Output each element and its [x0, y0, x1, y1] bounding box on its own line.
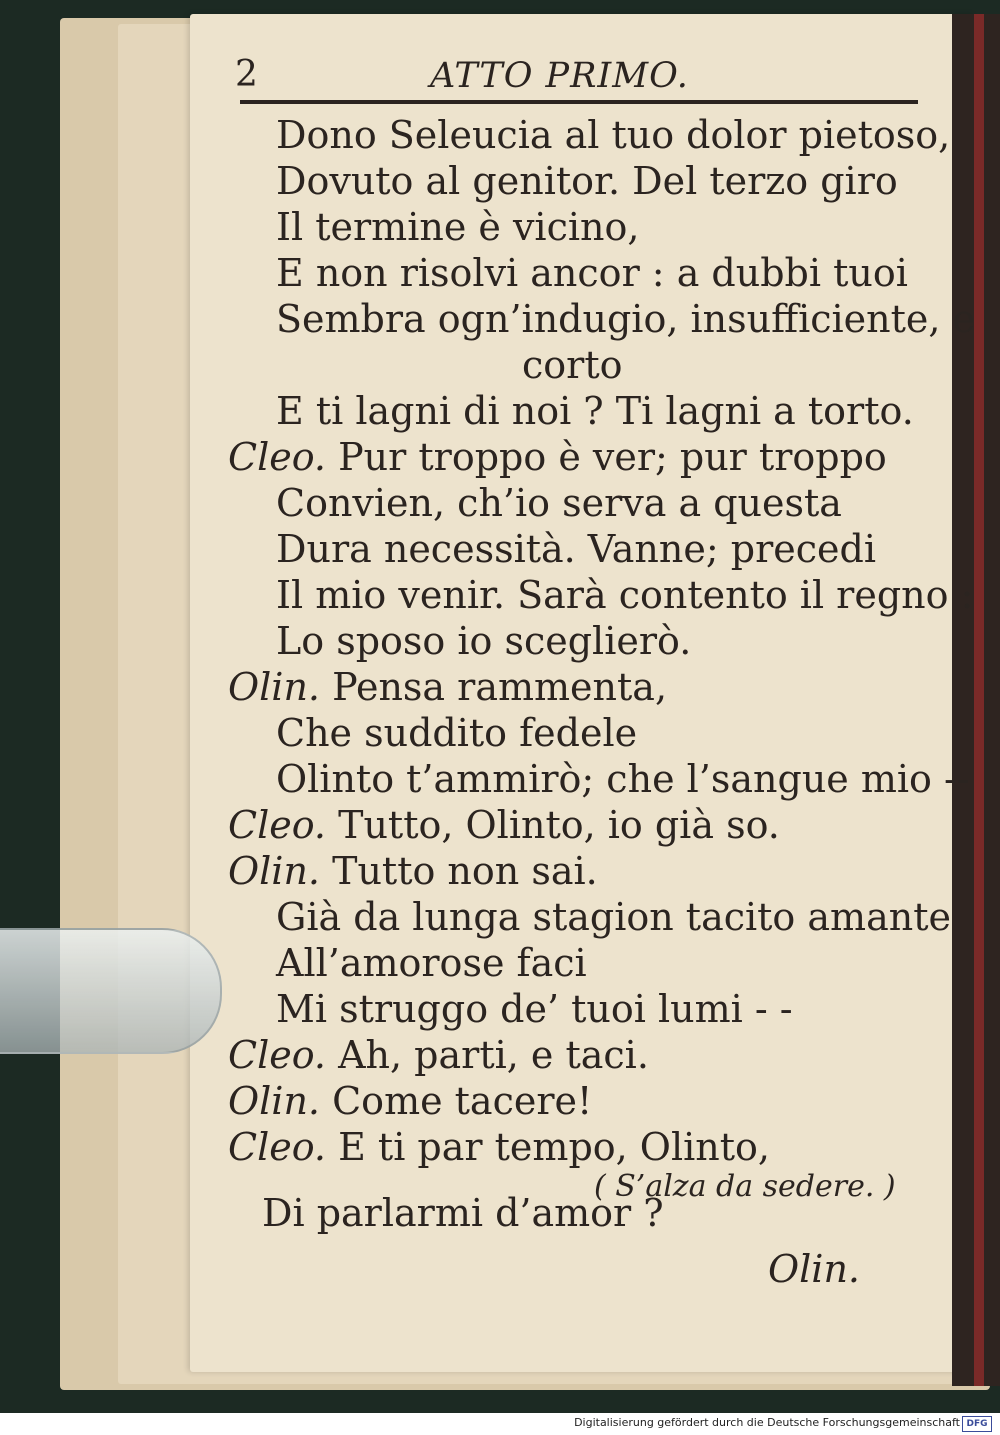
text-line [276, 710, 637, 756]
speaker-label: Cleo. [228, 803, 327, 847]
verse-text: Tutto, Olinto, io già so. [338, 803, 780, 847]
verse-text: Pur troppo è ver; pur troppo [338, 435, 887, 479]
verse-text: Pensa rammenta, [332, 665, 668, 709]
text-line [228, 1078, 592, 1124]
speaker-label: Cleo. [228, 435, 327, 479]
text-line [276, 894, 951, 940]
text-line [228, 434, 887, 480]
page-number: 2 [235, 54, 258, 95]
footer-credit: Digitalisierung gefördert durch die Deutsche Forschungsgemeinschaft [574, 1416, 960, 1429]
speaker-label: Olin. [228, 849, 321, 893]
dfg-logo: DFG [962, 1416, 992, 1432]
verse-text: Sembra ogn’indugio, insufficiente, e [276, 297, 976, 341]
verse-text: corto [522, 343, 623, 387]
text-line [276, 526, 876, 572]
page-holder-clip [0, 928, 222, 1054]
page-header [235, 54, 915, 104]
speaker-label: Olin. [228, 1079, 321, 1123]
text-line [276, 940, 587, 986]
speaker-label: Olin. [228, 665, 321, 709]
speaker-label: Cleo. [228, 1033, 327, 1077]
text-line [276, 986, 793, 1032]
text-line [276, 112, 950, 158]
text-line [276, 204, 639, 250]
stage-direction: ( S’alza da sedere. ) [594, 1169, 896, 1204]
verse-text: Come tacere! [332, 1079, 593, 1123]
verse-text: E ti lagni di noi ? Ti lagni a torto. [276, 389, 914, 433]
text-line [276, 158, 898, 204]
text-line [276, 618, 691, 664]
text-line [228, 1032, 649, 1078]
verse-text: All’amorose faci [276, 941, 587, 985]
text-line [276, 250, 908, 296]
verse-text: Il mio venir. Sarà contento il regno : [276, 573, 974, 617]
verse-text: Dono Seleucia al tuo dolor pietoso, [276, 113, 951, 157]
verse-text: Dura necessità. Vanne; precedi [276, 527, 876, 571]
catchword: Olin. [768, 1247, 861, 1291]
verse-text: Tutto non sai. [332, 849, 598, 893]
verse-text: Olinto t’ammirò; che l’sangue mio -- [276, 757, 970, 801]
footer-bar [0, 1413, 1000, 1435]
verse-text: E ti par tempo, Olinto, [338, 1125, 770, 1169]
text-line [276, 480, 842, 526]
verse-text: Dovuto al genitor. Del terzo giro [276, 159, 898, 203]
text-line [228, 664, 667, 710]
text-line [522, 342, 622, 388]
verse-text: Lo sposo io sceglierò. [276, 619, 692, 663]
verse-text: Mi struggo de’ tuoi lumi - - [276, 987, 793, 1031]
verse-text: Il termine è vicino, [276, 205, 640, 249]
verse-text: Convien, ch’io serva a questa [276, 481, 842, 525]
verse-text: Ah, parti, e taci. [338, 1033, 649, 1077]
speaker-label: Cleo. [228, 1125, 327, 1169]
verse-text: Che suddito fedele [276, 711, 638, 755]
text-line [228, 848, 598, 894]
verse-text: E non risolvi ancor : a dubbi tuoi [276, 251, 908, 295]
text-line [276, 756, 970, 802]
text-line [276, 296, 975, 342]
book-binding-edge [974, 14, 984, 1386]
running-title: ATTO PRIMO. [430, 56, 689, 96]
text-line [276, 388, 914, 434]
final-line: Di parlarmi d’amor ? [262, 1191, 664, 1235]
text-line [276, 572, 973, 618]
verse-text: Già da lunga stagion tacito amante [276, 895, 951, 939]
text-line [228, 802, 780, 848]
header-rule [240, 100, 918, 104]
